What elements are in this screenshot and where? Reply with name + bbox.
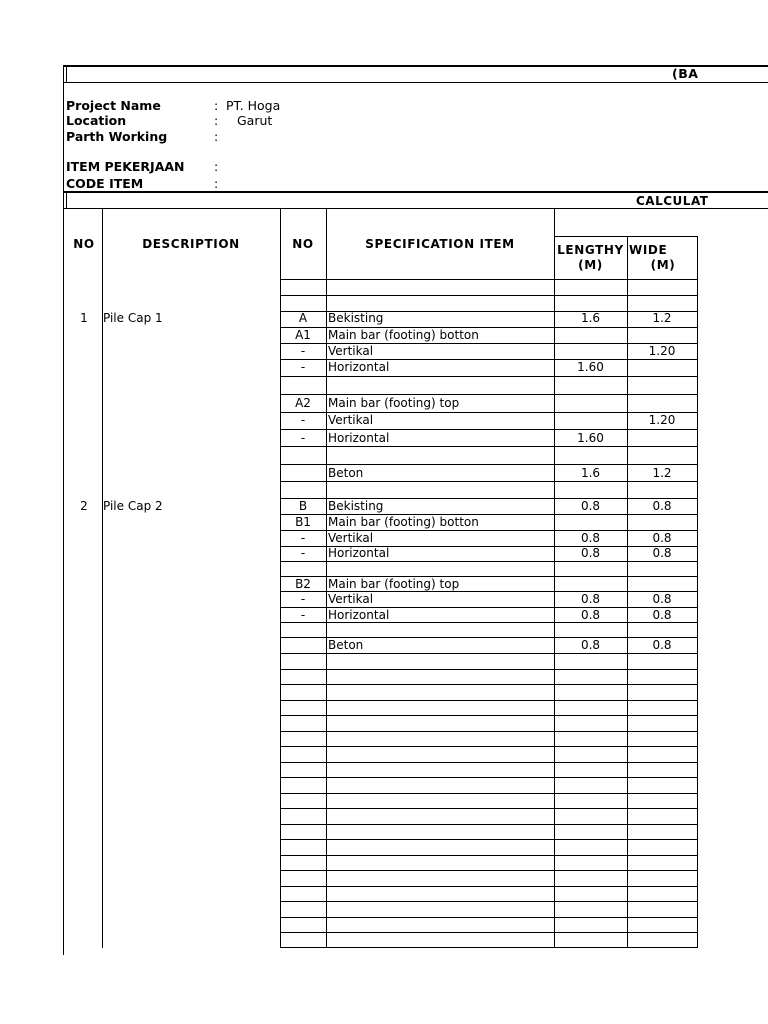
table-row-line <box>280 808 697 809</box>
location-colon: : <box>214 113 219 128</box>
row-no: B <box>298 499 308 513</box>
item-pekerjaan-colon: : <box>214 159 219 174</box>
project-name-value: PT. Hoga <box>226 98 281 113</box>
calc-left-border-inner <box>66 191 67 209</box>
row-specification: Vertikal <box>328 344 374 358</box>
project-name-colon: : <box>214 98 219 113</box>
row-specification: Main bar (footing) botton <box>328 515 479 529</box>
row-length: 0.8 <box>580 592 601 606</box>
location-value: Garut <box>237 113 273 128</box>
row-length: 0.8 <box>580 531 601 545</box>
project-name-label: Project Name <box>66 98 161 113</box>
calc-bottom-border <box>63 208 768 209</box>
location-label: Location <box>66 113 127 128</box>
header-wide-unit: (M) <box>650 258 676 272</box>
row-specification: Beton <box>328 638 364 652</box>
header-wide: WIDE <box>629 243 668 257</box>
row-wide: 1.20 <box>648 344 676 358</box>
column-line-spec <box>326 208 327 948</box>
header-line <box>554 236 697 237</box>
row-length: 1.60 <box>577 431 604 445</box>
row-length: 1.60 <box>577 360 604 374</box>
table-row-line <box>280 376 697 377</box>
table-row-line <box>280 622 697 623</box>
row-specification: Vertikal <box>328 531 374 545</box>
table-row-line <box>280 653 697 654</box>
row-no: B1 <box>295 515 311 529</box>
group-no: 1 <box>80 311 88 325</box>
table-row-line <box>280 793 697 794</box>
frame-left-border <box>63 65 64 955</box>
header-specification-item: SPECIFICATION ITEM <box>365 237 515 251</box>
row-no: A1 <box>295 328 311 342</box>
banner-label: (BA <box>672 66 699 81</box>
row-no: A2 <box>295 396 311 410</box>
row-length: 1.6 <box>580 466 601 480</box>
table-row-line <box>280 917 697 918</box>
table-row-line <box>280 669 697 670</box>
row-specification: Horizontal <box>328 360 390 374</box>
row-wide: 0.8 <box>652 531 672 545</box>
header-no: NO <box>73 237 95 251</box>
table-row-line <box>280 481 697 482</box>
row-no: - <box>300 344 306 358</box>
table-row-line <box>280 777 697 778</box>
row-no: - <box>300 546 306 560</box>
row-length: 0.8 <box>580 608 601 622</box>
row-specification: Main bar (footing) top <box>328 396 460 410</box>
table-row-line <box>280 746 697 747</box>
row-length: 0.8 <box>580 499 601 513</box>
row-no: A <box>298 311 308 325</box>
code-item-label: CODE ITEM <box>66 176 144 191</box>
row-wide: 0.8 <box>652 546 672 560</box>
row-specification: Horizontal <box>328 608 390 622</box>
table-row-line <box>280 464 697 465</box>
table-row-line <box>280 715 697 716</box>
row-wide: 0.8 <box>652 608 672 622</box>
group-description: Pile Cap 2 <box>103 499 163 513</box>
row-no: - <box>300 413 306 427</box>
row-wide: 1.2 <box>652 311 672 325</box>
row-no: - <box>300 608 306 622</box>
table-row-line <box>280 429 697 430</box>
table-row-line <box>280 870 697 871</box>
table-row-line <box>280 684 697 685</box>
header-lengthy-unit: (M) <box>578 258 603 272</box>
table-row-line <box>280 561 697 562</box>
parth-working-label: Parth Working <box>66 129 168 144</box>
item-pekerjaan-label: ITEM PEKERJAAN <box>66 159 185 174</box>
table-row-line <box>280 700 697 701</box>
table-row-line <box>280 446 697 447</box>
row-no: - <box>300 431 306 445</box>
row-wide: 0.8 <box>652 592 672 606</box>
header-description: DESCRIPTION <box>142 237 240 251</box>
row-length: 1.6 <box>580 311 601 325</box>
row-specification: Horizontal <box>328 546 390 560</box>
table-row-line <box>280 295 697 296</box>
row-specification: Main bar (footing) top <box>328 577 460 591</box>
table-row-line <box>280 901 697 902</box>
row-length: 0.8 <box>580 638 601 652</box>
table-row-line <box>280 886 697 887</box>
parth-working-colon: : <box>214 129 219 144</box>
row-wide: 0.8 <box>652 638 672 652</box>
row-specification: Bekisting <box>328 499 384 513</box>
row-no: - <box>300 360 306 374</box>
row-specification: Beton <box>328 466 364 480</box>
group-description: Pile Cap 1 <box>103 311 163 325</box>
row-wide: 0.8 <box>652 499 672 513</box>
table-row-line <box>280 279 697 280</box>
header-no-2: NO <box>292 237 314 251</box>
row-specification: Main bar (footing) botton <box>328 328 479 342</box>
header-lengthy: LENGTHY <box>557 243 624 257</box>
frame-left-border-inner <box>66 65 67 83</box>
group-no: 2 <box>80 499 88 513</box>
row-wide: 1.2 <box>652 466 672 480</box>
calculation-label: CALCULAT <box>636 194 709 208</box>
row-specification: Vertikal <box>328 592 374 606</box>
banner-bottom-border <box>63 82 768 83</box>
calc-top-border <box>63 191 768 193</box>
row-no: - <box>300 592 306 606</box>
row-no: - <box>300 531 306 545</box>
row-no: B2 <box>295 577 311 591</box>
table-row-line <box>280 824 697 825</box>
table-row-line <box>280 762 697 763</box>
table-row-line <box>280 394 697 395</box>
row-length: 0.8 <box>580 546 601 560</box>
row-specification: Bekisting <box>328 311 384 325</box>
table-row-line <box>280 731 697 732</box>
row-specification: Vertikal <box>328 413 374 427</box>
code-item-colon: : <box>214 176 219 191</box>
table-row-line <box>280 839 697 840</box>
table-row-line <box>280 855 697 856</box>
row-wide: 1.20 <box>648 413 676 427</box>
row-specification: Horizontal <box>328 431 390 445</box>
top-border <box>63 65 768 67</box>
table-row-line <box>280 932 697 933</box>
column-line-right <box>697 236 698 948</box>
table-row-line <box>280 947 697 948</box>
